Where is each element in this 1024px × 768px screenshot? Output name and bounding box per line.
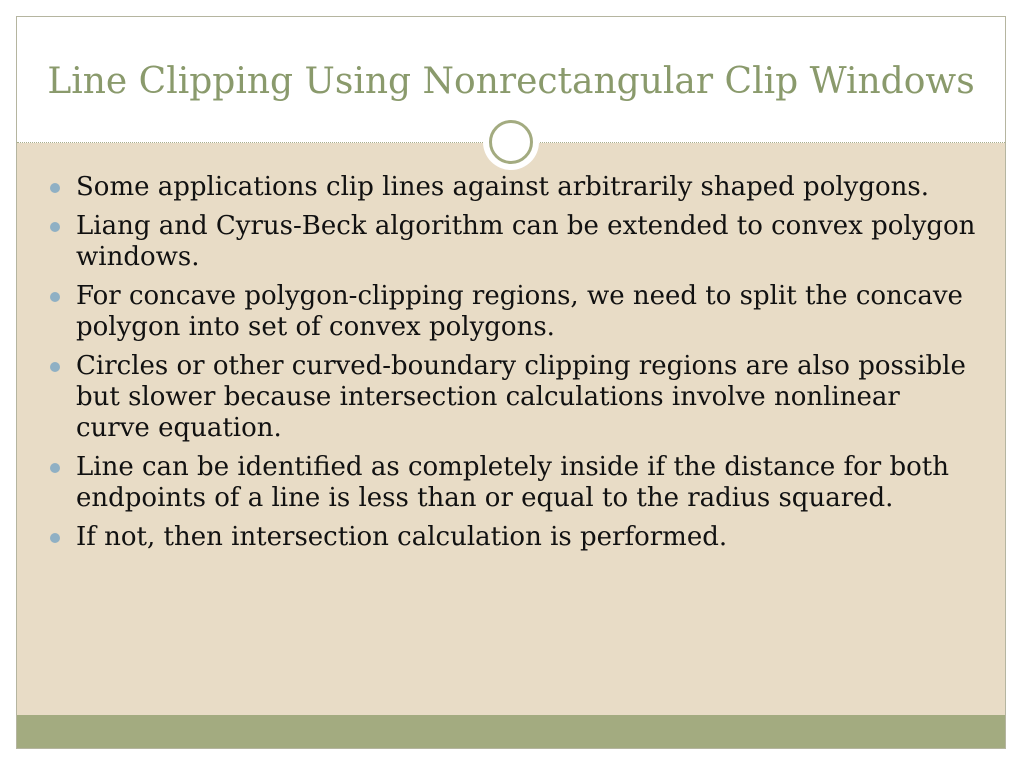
bullet-item [50, 452, 980, 514]
bullet-item [50, 522, 980, 553]
slide-title: Line Clipping Using Nonrectangular Clip Windows [47, 61, 975, 102]
bullet-text: Circles or other curved-boundary clipping regions are also possible but slower because intersection calculations involve nonlinear curve equation. [76, 351, 966, 443]
ornament-ring [489, 120, 533, 164]
bullet-dot-icon [50, 463, 60, 473]
bullet-dot-icon [50, 533, 60, 543]
bullet-dot-icon [50, 292, 60, 302]
bullet-text: For concave polygon-clipping regions, we need to split the concave polygon into set of convex polygons. [76, 281, 963, 342]
bullet-dot-icon [50, 183, 60, 193]
bullet-item [50, 281, 980, 343]
bullet-dot-icon [50, 362, 60, 372]
bullet-item [50, 211, 980, 273]
bullet-dot-icon [50, 222, 60, 232]
circle-ornament-icon [483, 114, 539, 170]
bullet-text: Liang and Cyrus-Beck algorithm can be extended to convex polygon windows. [76, 211, 976, 272]
bullet-item [50, 172, 980, 203]
bullet-text: If not, then intersection calculation is performed. [76, 522, 728, 552]
bullet-item [50, 351, 980, 444]
bullet-text: Some applications clip lines against arbitrarily shaped polygons. [76, 172, 930, 202]
bullet-list [50, 172, 980, 561]
bullet-text: Line can be identified as completely inside if the distance for both endpoints of a line is less than or equal to the radius squared. [76, 452, 949, 513]
footer-band [17, 715, 1005, 748]
